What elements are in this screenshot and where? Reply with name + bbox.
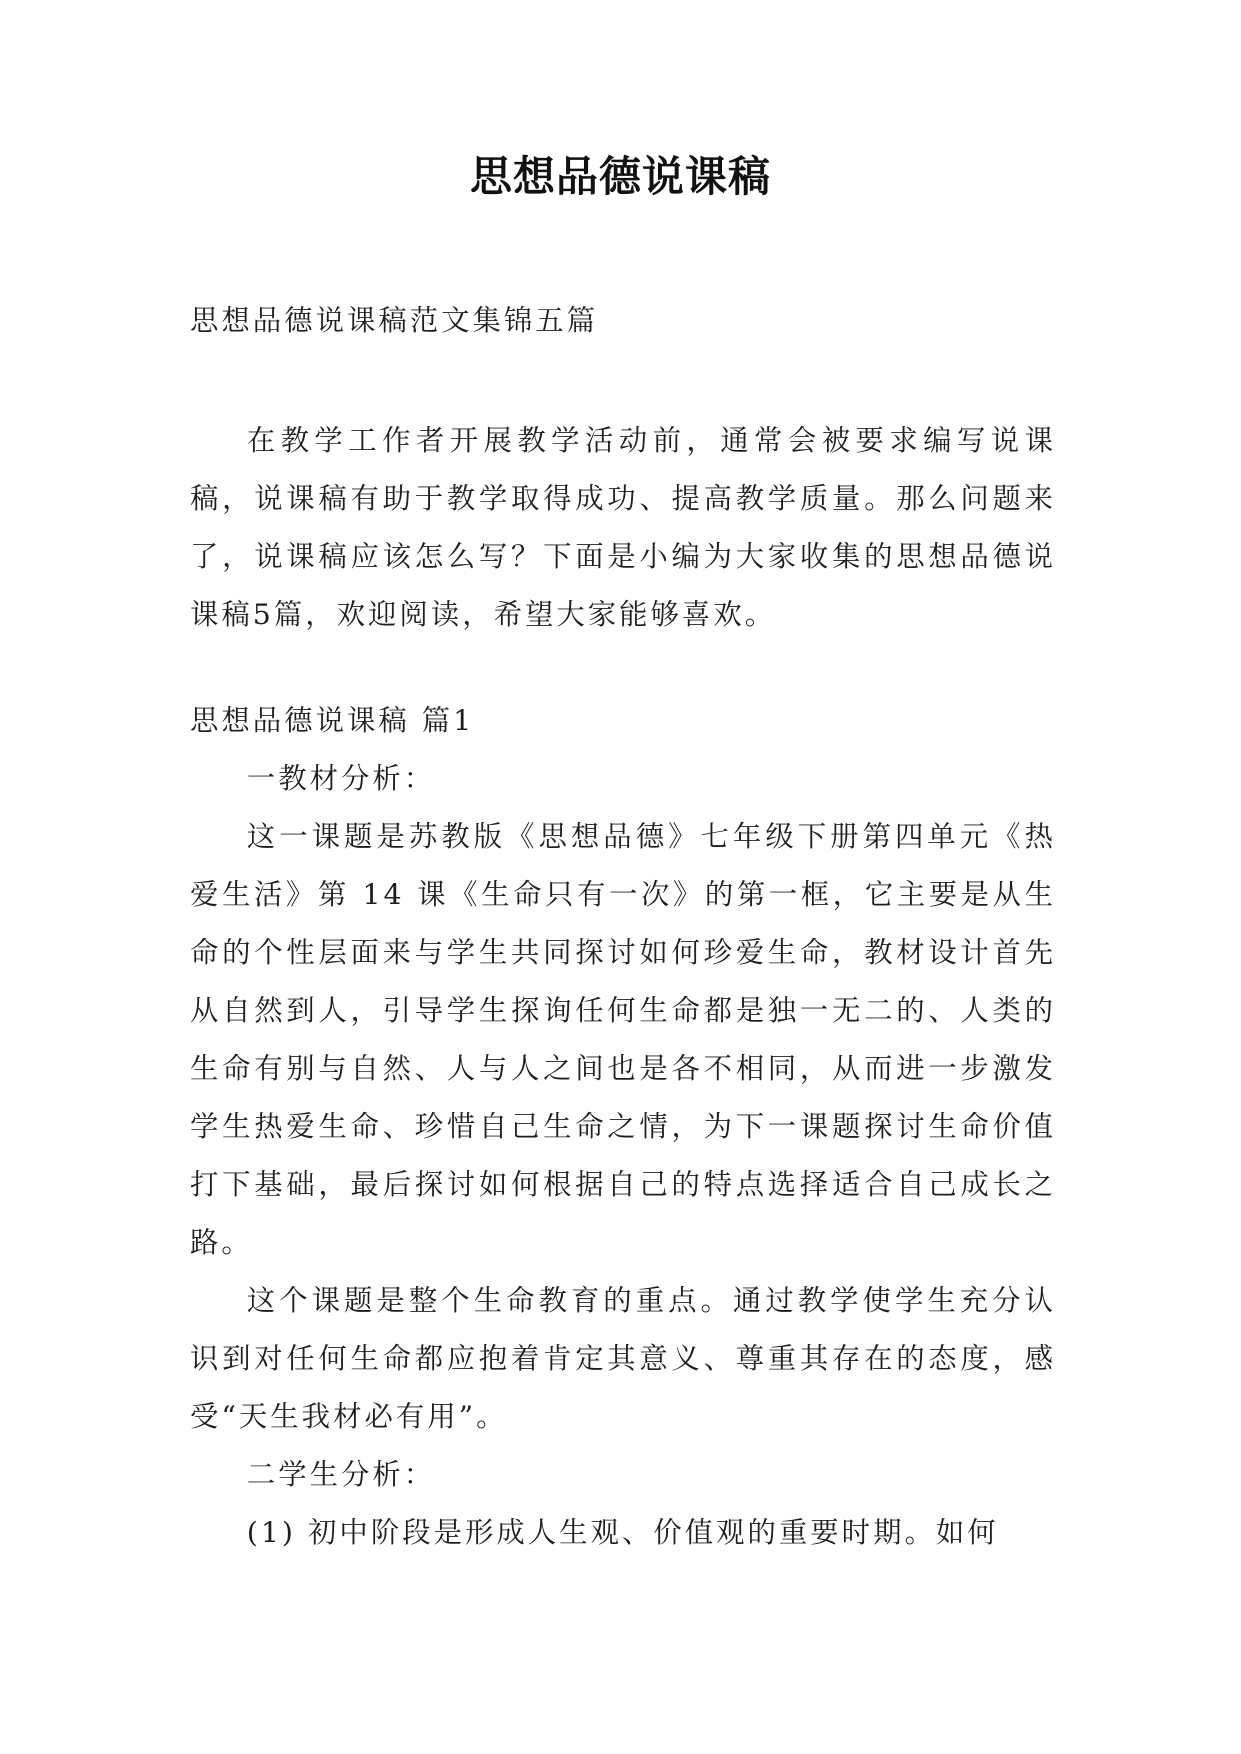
- document-body: [190, 292, 1056, 1562]
- subsection-heading-student-analysis: 二学生分析：: [246, 1458, 436, 1491]
- paragraph-lesson-importance: 这个课题是整个生命教育的重点。通过教学使学生充分认识到对任何生命都应抱着肯定其意义、尊重其存在的态度，感受“天生我材必有用”。: [190, 1284, 1056, 1433]
- spacer: [190, 644, 1056, 692]
- spacer: [190, 350, 1056, 412]
- subsection-heading-textbook-analysis: 一教材分析：: [246, 762, 436, 795]
- document-subtitle: 思想品德说课稿范文集锦五篇: [190, 304, 599, 337]
- document-title: 思想品德说课稿: [469, 152, 771, 201]
- intro-paragraph: 在教学工作者开展教学活动前，通常会被要求编写说课稿，说课稿有助于教学取得成功、提高教学质量。那么问题来了，说课稿应该怎么写？下面是小编为大家收集的思想品德说课稿5篇，欢迎阅读，希望大家能够喜欢。: [190, 424, 1056, 631]
- paragraph-textbook-analysis: 这一课题是苏教版《思想品德》七年级下册第四单元《热爱生活》第 14 课《生命只有一次》的第一框，它主要是从生命的个性层面来与学生共同探讨如何珍爱生命，教材设计首先从自然到人，引导学生探询任何生命都是独一无二的、人类的生命有别与自然、人与人之间也是各不相同，从而进一步激发学生热爱生命、珍惜自己生命之情，为下一课题探讨生命价值打下基础，最后探讨如何根据自己的特点选择适合自己成长之路。: [190, 820, 1056, 1259]
- section-heading: 思想品德说课稿 篇1: [190, 704, 475, 737]
- paragraph-student-analysis: (1) 初中阶段是形成人生观、价值观的重要时期。如何: [246, 1516, 999, 1549]
